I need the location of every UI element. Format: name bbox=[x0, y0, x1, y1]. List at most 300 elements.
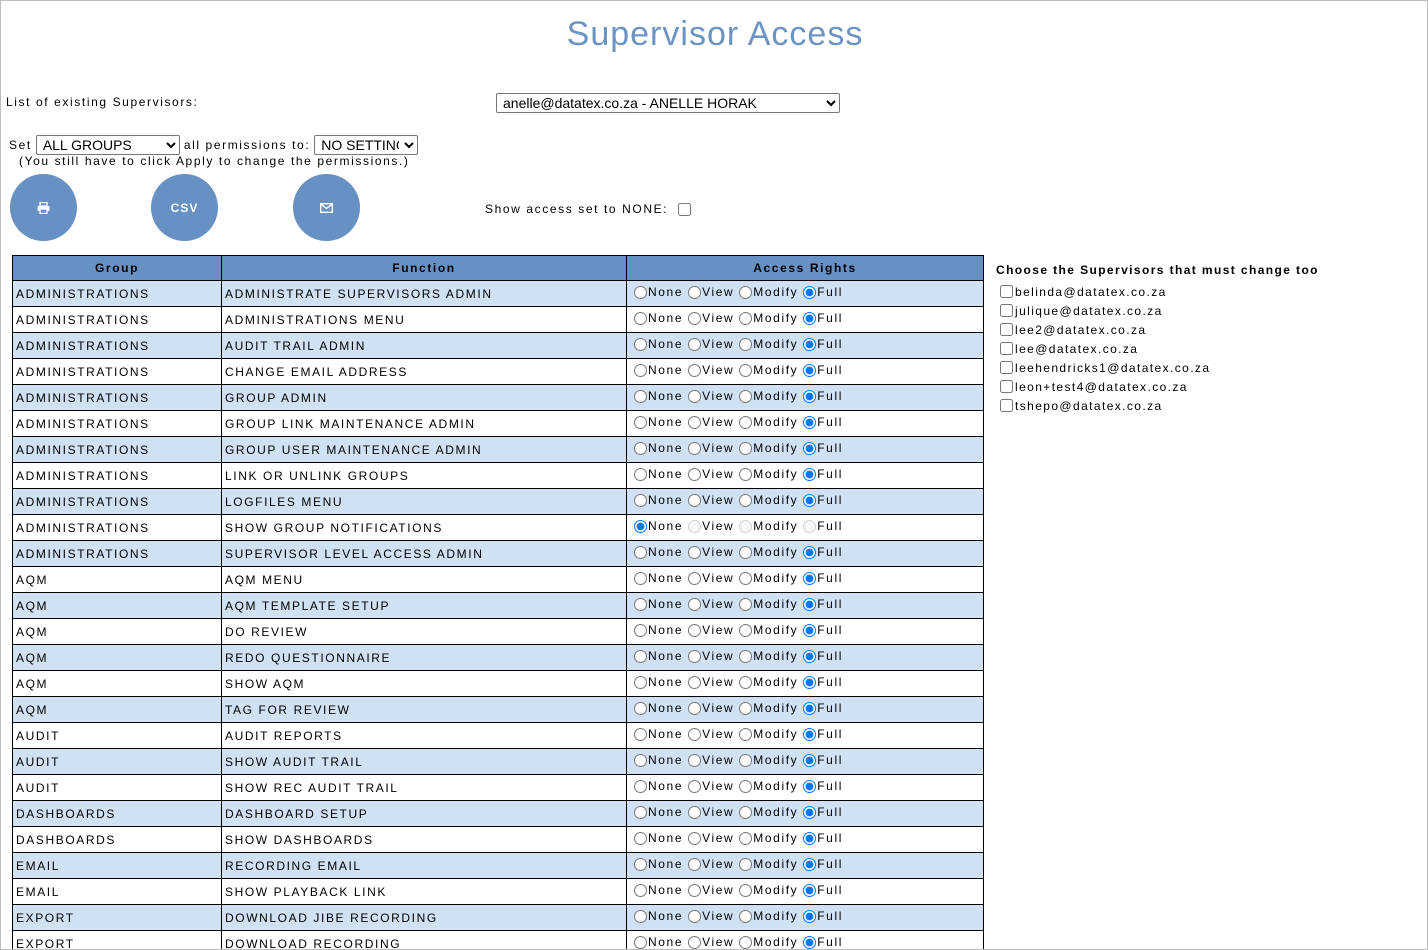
access-option-modify[interactable] bbox=[735, 363, 798, 377]
access-option-full[interactable] bbox=[799, 623, 843, 637]
access-option-modify[interactable] bbox=[735, 519, 798, 533]
supervisor-checkbox[interactable] bbox=[1000, 323, 1013, 336]
access-radio-view[interactable] bbox=[688, 598, 701, 611]
cell-group: ADMINISTRATIONS bbox=[13, 281, 222, 307]
access-option-none[interactable] bbox=[630, 623, 683, 637]
access-radio-none[interactable] bbox=[634, 546, 647, 559]
access-option-modify[interactable] bbox=[735, 545, 798, 559]
supervisor-checkbox[interactable] bbox=[1000, 361, 1013, 374]
access-option-label: None bbox=[648, 519, 684, 534]
access-radio-none[interactable] bbox=[634, 936, 647, 949]
access-radio-view[interactable] bbox=[688, 442, 701, 455]
access-radio-modify[interactable] bbox=[739, 442, 752, 455]
supervisor-checkbox[interactable] bbox=[1000, 342, 1013, 355]
choose-supervisors-heading: Choose the Supervisors that must change too bbox=[996, 263, 1319, 277]
access-radio-view[interactable] bbox=[688, 520, 701, 533]
access-radio-view[interactable] bbox=[688, 780, 701, 793]
access-radio-full[interactable] bbox=[803, 598, 816, 611]
access-radio-none[interactable] bbox=[634, 390, 647, 403]
access-option-full[interactable] bbox=[799, 779, 843, 793]
cell-function: AUDIT REPORTS bbox=[222, 723, 627, 749]
access-radio-view[interactable] bbox=[688, 910, 701, 923]
access-radio-view[interactable] bbox=[688, 390, 701, 403]
access-radio-modify[interactable] bbox=[739, 338, 752, 351]
access-option-modify[interactable] bbox=[735, 753, 798, 767]
supervisor-select[interactable] bbox=[496, 93, 840, 113]
email-button[interactable] bbox=[293, 174, 360, 241]
access-radio-modify[interactable] bbox=[739, 884, 752, 897]
access-radio-modify[interactable] bbox=[739, 286, 752, 299]
cell-group: EXPORT bbox=[13, 931, 222, 950]
access-option-full[interactable] bbox=[799, 727, 843, 741]
access-radio-full[interactable] bbox=[803, 494, 816, 507]
access-option-none[interactable] bbox=[630, 701, 683, 715]
access-option-label: Full bbox=[817, 389, 843, 404]
access-option-full[interactable] bbox=[799, 389, 843, 403]
access-option-none[interactable] bbox=[630, 415, 683, 429]
access-radio-modify[interactable] bbox=[739, 520, 752, 533]
access-option-view[interactable] bbox=[684, 519, 734, 533]
access-table-body bbox=[13, 281, 984, 950]
access-radio-full[interactable] bbox=[803, 520, 816, 533]
access-radio-full[interactable] bbox=[803, 546, 816, 559]
access-radio-view[interactable] bbox=[688, 832, 701, 845]
access-option-modify[interactable] bbox=[735, 701, 798, 715]
access-radio-full[interactable] bbox=[803, 936, 816, 949]
table-row bbox=[13, 853, 984, 879]
access-radio-modify[interactable] bbox=[739, 728, 752, 741]
access-option-none[interactable] bbox=[630, 519, 683, 533]
cell-access-rights bbox=[627, 281, 984, 307]
access-radio-modify[interactable] bbox=[739, 416, 752, 429]
access-option-full[interactable] bbox=[799, 545, 843, 559]
access-radio-view[interactable] bbox=[688, 754, 701, 767]
supervisor-checkbox-item[interactable] bbox=[996, 358, 1319, 377]
access-option-full[interactable] bbox=[799, 649, 843, 663]
access-radio-full[interactable] bbox=[803, 780, 816, 793]
supervisor-checkbox-item[interactable] bbox=[996, 339, 1319, 358]
access-radio-view[interactable] bbox=[688, 338, 701, 351]
cell-access-rights bbox=[627, 411, 984, 437]
access-radio-view[interactable] bbox=[688, 884, 701, 897]
group-select[interactable] bbox=[36, 135, 180, 155]
access-option-view[interactable] bbox=[684, 701, 734, 715]
cell-access-rights bbox=[627, 931, 984, 950]
access-option-none[interactable] bbox=[630, 571, 683, 585]
access-radio-none[interactable] bbox=[634, 364, 647, 377]
show-none-checkbox[interactable] bbox=[678, 203, 691, 216]
cell-access-rights bbox=[627, 645, 984, 671]
access-radio-full[interactable] bbox=[803, 442, 816, 455]
cell-access-rights bbox=[627, 307, 984, 333]
access-option-modify[interactable] bbox=[735, 909, 798, 923]
access-option-none[interactable] bbox=[630, 831, 683, 845]
access-option-label: Modify bbox=[753, 909, 799, 924]
supervisor-checkbox[interactable] bbox=[1000, 285, 1013, 298]
access-option-view[interactable] bbox=[684, 753, 734, 767]
access-option-label: View bbox=[702, 363, 735, 378]
supervisor-checkbox[interactable] bbox=[1000, 399, 1013, 412]
cell-function: GROUP LINK MAINTENANCE ADMIN bbox=[222, 411, 627, 437]
access-option-label: Modify bbox=[753, 701, 799, 716]
access-option-modify[interactable] bbox=[735, 935, 798, 949]
access-option-view[interactable] bbox=[684, 441, 734, 455]
access-option-modify[interactable] bbox=[735, 727, 798, 741]
access-option-label: Modify bbox=[753, 727, 799, 742]
access-option-view[interactable] bbox=[684, 389, 734, 403]
access-radio-none[interactable] bbox=[634, 858, 647, 871]
access-radio-none[interactable] bbox=[634, 416, 647, 429]
access-radio-modify[interactable] bbox=[739, 858, 752, 871]
access-option-none[interactable] bbox=[630, 493, 683, 507]
access-option-none[interactable] bbox=[630, 285, 683, 299]
access-option-view[interactable] bbox=[684, 779, 734, 793]
access-radio-full[interactable] bbox=[803, 858, 816, 871]
access-option-modify[interactable] bbox=[735, 623, 798, 637]
access-radio-none[interactable] bbox=[634, 780, 647, 793]
access-option-label: None bbox=[648, 337, 684, 352]
access-option-none[interactable] bbox=[630, 909, 683, 923]
access-option-full[interactable] bbox=[799, 701, 843, 715]
access-option-none[interactable] bbox=[630, 545, 683, 559]
access-option-label: Modify bbox=[753, 883, 799, 898]
access-radio-modify[interactable] bbox=[739, 936, 752, 949]
access-option-full[interactable] bbox=[799, 441, 843, 455]
access-option-modify[interactable] bbox=[735, 415, 798, 429]
access-radio-view[interactable] bbox=[688, 286, 701, 299]
access-option-view[interactable] bbox=[684, 597, 734, 611]
access-radio-view[interactable] bbox=[688, 676, 701, 689]
access-option-label: Modify bbox=[753, 311, 799, 326]
access-radio-view[interactable] bbox=[688, 806, 701, 819]
access-option-label: None bbox=[648, 727, 684, 742]
access-option-label: None bbox=[648, 675, 684, 690]
access-radio-view[interactable] bbox=[688, 728, 701, 741]
access-option-view[interactable] bbox=[684, 285, 734, 299]
cell-access-rights bbox=[627, 567, 984, 593]
print-button[interactable] bbox=[10, 174, 77, 241]
access-radio-none[interactable] bbox=[634, 650, 647, 663]
access-option-view[interactable] bbox=[684, 415, 734, 429]
access-option-label: None bbox=[648, 857, 684, 872]
access-radio-none[interactable] bbox=[634, 312, 647, 325]
access-option-label: None bbox=[648, 805, 684, 820]
supervisor-email: tshepo@datatex.co.za bbox=[1015, 398, 1163, 413]
access-option-full[interactable] bbox=[799, 337, 843, 351]
access-option-modify[interactable] bbox=[735, 779, 798, 793]
access-option-view[interactable] bbox=[684, 311, 734, 325]
supervisor-checkbox-item[interactable] bbox=[996, 396, 1319, 415]
access-option-view[interactable] bbox=[684, 649, 734, 663]
access-option-none[interactable] bbox=[630, 883, 683, 897]
access-option-label: Full bbox=[817, 831, 843, 846]
set-all-row bbox=[9, 135, 422, 155]
access-radio-full[interactable] bbox=[803, 416, 816, 429]
access-option-none[interactable] bbox=[630, 597, 683, 611]
supervisor-checkbox-item[interactable] bbox=[996, 320, 1319, 339]
access-option-label: None bbox=[648, 415, 684, 430]
access-option-label: None bbox=[648, 285, 684, 300]
access-radio-full[interactable] bbox=[803, 286, 816, 299]
cell-function: RECORDING EMAIL bbox=[222, 853, 627, 879]
access-radio-modify[interactable] bbox=[739, 494, 752, 507]
access-option-none[interactable] bbox=[630, 441, 683, 455]
cell-function: SHOW AUDIT TRAIL bbox=[222, 749, 627, 775]
access-option-view[interactable] bbox=[684, 831, 734, 845]
supervisor-checkbox[interactable] bbox=[1000, 304, 1013, 317]
access-option-view[interactable] bbox=[684, 935, 734, 949]
supervisor-checkbox[interactable] bbox=[1000, 380, 1013, 393]
access-radio-full[interactable] bbox=[803, 312, 816, 325]
access-option-view[interactable] bbox=[684, 571, 734, 585]
access-option-view[interactable] bbox=[684, 493, 734, 507]
access-radio-none[interactable] bbox=[634, 520, 647, 533]
cell-function: AUDIT TRAIL ADMIN bbox=[222, 333, 627, 359]
access-radio-none[interactable] bbox=[634, 832, 647, 845]
choose-supervisors-panel bbox=[996, 263, 1319, 415]
access-option-view[interactable] bbox=[684, 675, 734, 689]
access-option-full[interactable] bbox=[799, 493, 843, 507]
access-option-none[interactable] bbox=[630, 753, 683, 767]
access-radio-modify[interactable] bbox=[739, 364, 752, 377]
access-radio-view[interactable] bbox=[688, 936, 701, 949]
access-radio-none[interactable] bbox=[634, 598, 647, 611]
access-radio-none[interactable] bbox=[634, 286, 647, 299]
access-radio-full[interactable] bbox=[803, 364, 816, 377]
access-option-view[interactable] bbox=[684, 805, 734, 819]
access-option-modify[interactable] bbox=[735, 311, 798, 325]
access-option-none[interactable] bbox=[630, 779, 683, 793]
table-row bbox=[13, 281, 984, 307]
access-radio-modify[interactable] bbox=[739, 702, 752, 715]
table-row bbox=[13, 411, 984, 437]
access-option-view[interactable] bbox=[684, 727, 734, 741]
access-radio-view[interactable] bbox=[688, 650, 701, 663]
access-option-full[interactable] bbox=[799, 675, 843, 689]
access-radio-none[interactable] bbox=[634, 442, 647, 455]
access-option-label: Full bbox=[817, 545, 843, 560]
access-option-label: None bbox=[648, 389, 684, 404]
cell-access-rights bbox=[627, 593, 984, 619]
access-radio-modify[interactable] bbox=[739, 468, 752, 481]
permission-select[interactable] bbox=[314, 135, 418, 155]
access-option-view[interactable] bbox=[684, 467, 734, 481]
access-radio-none[interactable] bbox=[634, 910, 647, 923]
access-option-full[interactable] bbox=[799, 597, 843, 611]
access-radio-none[interactable] bbox=[634, 572, 647, 585]
access-option-modify[interactable] bbox=[735, 285, 798, 299]
access-option-full[interactable] bbox=[799, 935, 843, 949]
access-option-full[interactable] bbox=[799, 519, 843, 533]
access-radio-modify[interactable] bbox=[739, 546, 752, 559]
access-radio-full[interactable] bbox=[803, 832, 816, 845]
cell-group: ADMINISTRATIONS bbox=[13, 307, 222, 333]
access-radio-modify[interactable] bbox=[739, 676, 752, 689]
table-row bbox=[13, 359, 984, 385]
access-radio-none[interactable] bbox=[634, 624, 647, 637]
access-radio-full[interactable] bbox=[803, 338, 816, 351]
access-option-modify[interactable] bbox=[735, 389, 798, 403]
access-option-modify[interactable] bbox=[735, 675, 798, 689]
access-radio-full[interactable] bbox=[803, 910, 816, 923]
table-row bbox=[13, 333, 984, 359]
access-radio-none[interactable] bbox=[634, 494, 647, 507]
access-radio-full[interactable] bbox=[803, 702, 816, 715]
access-option-modify[interactable] bbox=[735, 571, 798, 585]
access-radio-view[interactable] bbox=[688, 572, 701, 585]
access-option-modify[interactable] bbox=[735, 857, 798, 871]
access-radio-modify[interactable] bbox=[739, 780, 752, 793]
access-option-label: Modify bbox=[753, 649, 799, 664]
access-radio-full[interactable] bbox=[803, 676, 816, 689]
access-radio-none[interactable] bbox=[634, 884, 647, 897]
access-radio-modify[interactable] bbox=[739, 806, 752, 819]
access-radio-full[interactable] bbox=[803, 572, 816, 585]
access-option-none[interactable] bbox=[630, 389, 683, 403]
access-radio-full[interactable] bbox=[803, 728, 816, 741]
access-option-full[interactable] bbox=[799, 571, 843, 585]
access-option-full[interactable] bbox=[799, 753, 843, 767]
access-option-modify[interactable] bbox=[735, 441, 798, 455]
access-radio-full[interactable] bbox=[803, 806, 816, 819]
access-option-none[interactable] bbox=[630, 675, 683, 689]
access-radio-modify[interactable] bbox=[739, 390, 752, 403]
cell-access-rights bbox=[627, 723, 984, 749]
access-option-view[interactable] bbox=[684, 337, 734, 351]
access-radio-none[interactable] bbox=[634, 728, 647, 741]
access-option-none[interactable] bbox=[630, 935, 683, 949]
access-option-modify[interactable] bbox=[735, 597, 798, 611]
show-none-label: Show access set to NONE: bbox=[485, 202, 669, 216]
access-option-label: None bbox=[648, 753, 684, 768]
access-radio-view[interactable] bbox=[688, 546, 701, 559]
access-radio-full[interactable] bbox=[803, 624, 816, 637]
access-option-label: Full bbox=[817, 649, 843, 664]
access-option-full[interactable] bbox=[799, 883, 843, 897]
access-option-none[interactable] bbox=[630, 467, 683, 481]
csv-button[interactable]: CSV bbox=[151, 174, 218, 241]
access-option-view[interactable] bbox=[684, 363, 734, 377]
access-option-none[interactable] bbox=[630, 337, 683, 351]
access-option-full[interactable] bbox=[799, 415, 843, 429]
table-row bbox=[13, 567, 984, 593]
access-option-label: Full bbox=[817, 701, 843, 716]
access-radio-view[interactable] bbox=[688, 624, 701, 637]
access-radio-view[interactable] bbox=[688, 702, 701, 715]
access-option-label: Full bbox=[817, 415, 843, 430]
access-option-full[interactable] bbox=[799, 909, 843, 923]
table-row bbox=[13, 723, 984, 749]
access-option-none[interactable] bbox=[630, 857, 683, 871]
supervisor-email: lee@datatex.co.za bbox=[1015, 341, 1139, 356]
access-option-none[interactable] bbox=[630, 649, 683, 663]
access-option-full[interactable] bbox=[799, 831, 843, 845]
access-option-view[interactable] bbox=[684, 883, 734, 897]
table-row bbox=[13, 515, 984, 541]
access-radio-view[interactable] bbox=[688, 312, 701, 325]
access-radio-modify[interactable] bbox=[739, 572, 752, 585]
cell-access-rights bbox=[627, 489, 984, 515]
access-radio-full[interactable] bbox=[803, 468, 816, 481]
access-radio-none[interactable] bbox=[634, 676, 647, 689]
access-radio-view[interactable] bbox=[688, 364, 701, 377]
access-option-full[interactable] bbox=[799, 363, 843, 377]
access-option-full[interactable] bbox=[799, 311, 843, 325]
access-radio-modify[interactable] bbox=[739, 754, 752, 767]
access-radio-view[interactable] bbox=[688, 494, 701, 507]
access-option-label: Full bbox=[817, 623, 843, 638]
show-none-row bbox=[485, 202, 691, 216]
supervisor-checkbox-item[interactable] bbox=[996, 377, 1319, 396]
table-row bbox=[13, 307, 984, 333]
access-option-full[interactable] bbox=[799, 857, 843, 871]
access-radio-none[interactable] bbox=[634, 754, 647, 767]
access-radio-full[interactable] bbox=[803, 884, 816, 897]
cell-access-rights bbox=[627, 827, 984, 853]
access-radio-none[interactable] bbox=[634, 468, 647, 481]
access-option-view[interactable] bbox=[684, 545, 734, 559]
access-option-view[interactable] bbox=[684, 623, 734, 637]
table-row bbox=[13, 775, 984, 801]
access-option-modify[interactable] bbox=[735, 337, 798, 351]
access-option-none[interactable] bbox=[630, 363, 683, 377]
access-radio-view[interactable] bbox=[688, 858, 701, 871]
access-option-none[interactable] bbox=[630, 727, 683, 741]
access-radio-modify[interactable] bbox=[739, 650, 752, 663]
access-radio-modify[interactable] bbox=[739, 624, 752, 637]
cell-group: ADMINISTRATIONS bbox=[13, 359, 222, 385]
access-option-view[interactable] bbox=[684, 909, 734, 923]
access-option-modify[interactable] bbox=[735, 467, 798, 481]
apply-note: (You still have to click Apply to change the permissions.) bbox=[19, 154, 410, 168]
access-option-label: None bbox=[648, 649, 684, 664]
cell-access-rights bbox=[627, 515, 984, 541]
access-option-none[interactable] bbox=[630, 805, 683, 819]
access-option-modify[interactable] bbox=[735, 805, 798, 819]
access-option-modify[interactable] bbox=[735, 831, 798, 845]
access-option-full[interactable] bbox=[799, 805, 843, 819]
access-radio-view[interactable] bbox=[688, 468, 701, 481]
supervisor-checkbox-item[interactable] bbox=[996, 282, 1319, 301]
access-radio-modify[interactable] bbox=[739, 598, 752, 611]
access-radio-none[interactable] bbox=[634, 702, 647, 715]
supervisor-email: lee2@datatex.co.za bbox=[1015, 322, 1147, 337]
access-option-label: View bbox=[702, 441, 735, 456]
access-option-label: None bbox=[648, 363, 684, 378]
access-radio-none[interactable] bbox=[634, 338, 647, 351]
access-option-modify[interactable] bbox=[735, 649, 798, 663]
supervisor-checkbox-item[interactable] bbox=[996, 301, 1319, 320]
table-row bbox=[13, 463, 984, 489]
access-radio-view[interactable] bbox=[688, 416, 701, 429]
access-option-modify[interactable] bbox=[735, 883, 798, 897]
access-option-full[interactable] bbox=[799, 285, 843, 299]
access-radio-modify[interactable] bbox=[739, 910, 752, 923]
access-radio-none[interactable] bbox=[634, 806, 647, 819]
access-option-full[interactable] bbox=[799, 467, 843, 481]
access-radio-full[interactable] bbox=[803, 650, 816, 663]
access-radio-full[interactable] bbox=[803, 754, 816, 767]
access-option-view[interactable] bbox=[684, 857, 734, 871]
access-option-label: Full bbox=[817, 597, 843, 612]
cell-function: ADMINISTRATE SUPERVISORS ADMIN bbox=[222, 281, 627, 307]
access-option-modify[interactable] bbox=[735, 493, 798, 507]
access-radio-modify[interactable] bbox=[739, 832, 752, 845]
access-option-none[interactable] bbox=[630, 311, 683, 325]
access-option-label: Modify bbox=[753, 389, 799, 404]
access-radio-modify[interactable] bbox=[739, 312, 752, 325]
access-radio-full[interactable] bbox=[803, 390, 816, 403]
